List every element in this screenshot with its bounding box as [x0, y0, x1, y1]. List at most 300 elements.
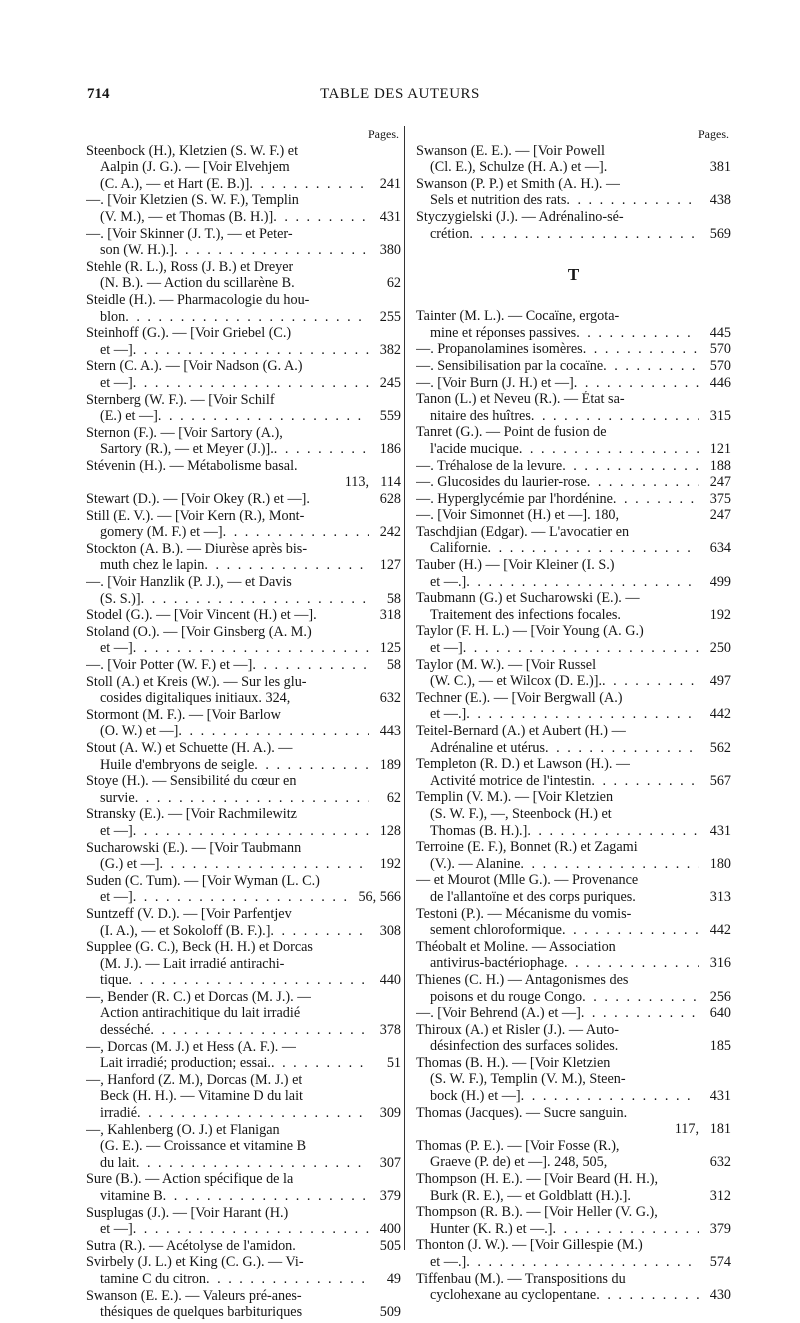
- entry-text: tique: [100, 972, 129, 989]
- page-reference: 62: [386, 789, 401, 806]
- page-reference: 382: [379, 341, 401, 358]
- entry-text: et —]: [100, 889, 133, 906]
- index-entry-line: [416, 989, 731, 1006]
- page-reference: [699, 1105, 731, 1122]
- page-reference: 562: [709, 739, 731, 756]
- entry-text: Stévenin (H.). — Métabolisme basal.: [86, 457, 298, 474]
- index-entry: [86, 292, 401, 325]
- dot-leader: [304, 1254, 369, 1271]
- entry-text: désinfection des surfaces solides.: [430, 1038, 619, 1055]
- entry-text: Sartory (R.), — et Meyer (J.)].: [100, 441, 274, 458]
- index-entry-line: [416, 192, 731, 209]
- dot-leader: [296, 1039, 369, 1056]
- index-entry: [416, 1271, 731, 1304]
- entry-text: Taubmann (G.) et Sucharowski (E.). —: [416, 590, 640, 607]
- index-entry: [416, 557, 731, 590]
- page-reference: [699, 839, 731, 856]
- page-reference: [699, 176, 731, 193]
- index-entry: [416, 723, 731, 756]
- dot-leader: [626, 1271, 699, 1288]
- dot-leader: [627, 1105, 699, 1122]
- index-entry-line: [86, 458, 401, 475]
- page-reference: [369, 392, 401, 409]
- dot-leader: [284, 956, 369, 973]
- entry-text: Still (E. V.). — [Voir Kern (R.), Mont-: [86, 507, 305, 524]
- dot-leader: [133, 342, 369, 359]
- entry-text: irradié: [100, 1105, 138, 1122]
- page-reference: [699, 524, 731, 541]
- dot-leader: [137, 1105, 369, 1122]
- entry-text: Stormont (M. F.). — [Voir Barlow: [86, 706, 281, 723]
- page-reference: 309: [379, 1105, 401, 1122]
- index-entry: [416, 1204, 731, 1237]
- index-entry-line: [416, 143, 731, 160]
- dot-leader: [298, 143, 369, 160]
- entry-text: Susplugas (J.). — [Voir Harant (H.): [86, 1204, 289, 1221]
- index-entry-line: [416, 723, 731, 740]
- page-reference: 188: [709, 457, 731, 474]
- entry-text: Thomas (P. E.). — [Voir Fosse (R.),: [416, 1137, 620, 1154]
- right-column: [416, 126, 731, 1304]
- dot-leader: [223, 524, 369, 541]
- dot-leader: [613, 491, 699, 508]
- index-entry-line: [416, 740, 731, 757]
- page-reference: [369, 740, 401, 757]
- dot-leader: [307, 541, 369, 558]
- index-entry-line: [416, 706, 731, 723]
- entry-text: Stodel (G.). — [Voir Vincent (H.) et —].: [86, 607, 317, 624]
- page-reference: 430: [709, 1287, 731, 1304]
- entry-text: Suden (C. Tum). — [Voir Wyman (L. C.): [86, 872, 320, 889]
- index-entry-line: [416, 391, 731, 408]
- entry-text: Action antirachitique du lait irradié: [100, 1005, 301, 1022]
- dot-leader: [574, 375, 699, 392]
- index-entry-line: [86, 226, 401, 243]
- entry-text: blon: [100, 308, 126, 325]
- dot-leader: [292, 574, 369, 591]
- entry-text: Thomas (B. H.).]: [430, 822, 528, 839]
- pages-label-right: Pages.: [698, 127, 729, 141]
- index-entry-line: [416, 1138, 731, 1155]
- page-reference: 570: [709, 357, 731, 374]
- page-reference: 58: [386, 590, 401, 607]
- entry-text: (S. W. F.), —, Steenbock (H.) et: [430, 805, 612, 822]
- page-reference: [699, 756, 731, 773]
- index-entry-line: [86, 607, 401, 624]
- entry-text: Stout (A. W.) et Schuette (H. A.). —: [86, 739, 293, 756]
- index-entry: [416, 176, 731, 209]
- page-reference: [699, 209, 731, 226]
- page-reference: 192: [379, 856, 401, 873]
- dot-leader: [302, 1304, 369, 1321]
- page-reference: 505: [379, 1237, 401, 1254]
- index-entry: [86, 1288, 401, 1321]
- page-reference: 442: [709, 922, 731, 939]
- entry-text: Beck (H. H.). — Vitamine D du lait: [100, 1088, 303, 1105]
- page-reference: [369, 1088, 401, 1105]
- dot-leader: [613, 789, 699, 806]
- index-entry: [416, 308, 731, 391]
- page-reference: 255: [379, 308, 401, 325]
- entry-text: Hunter (K. R.) et —.]: [430, 1220, 553, 1237]
- index-entry-line: [416, 341, 731, 358]
- index-entry-line: [86, 508, 401, 525]
- index-entry-line: [86, 740, 401, 757]
- index-entry-line: [416, 1188, 731, 1205]
- dot-leader: [303, 1088, 369, 1105]
- page-reference: [699, 1237, 731, 1254]
- index-entry: [416, 1237, 731, 1270]
- dot-leader: [624, 209, 699, 226]
- page-reference: 256: [709, 988, 731, 1005]
- index-entry-line: [416, 839, 731, 856]
- running-title: TABLE DES AUTEURS: [320, 86, 480, 102]
- dot-leader: [296, 1238, 369, 1255]
- dot-leader: [204, 557, 369, 574]
- dot-leader: [466, 1254, 699, 1271]
- entry-text: Templeton (R. D.) et Lawson (H.). —: [416, 756, 631, 773]
- index-entry-line: [416, 507, 731, 524]
- index-entry-line: [416, 441, 731, 458]
- dot-leader: [274, 441, 369, 458]
- dot-leader: [519, 441, 699, 458]
- entry-text: (G.) et —]: [100, 856, 160, 873]
- index-entry-line: [86, 707, 401, 724]
- entry-text: —, Dorcas (M. J.) et Hess (A. F.). —: [86, 1038, 297, 1055]
- index-entry-line: [86, 972, 401, 989]
- index-entry: [86, 325, 401, 358]
- index-entry: [416, 939, 731, 972]
- dot-leader: [638, 872, 699, 889]
- index-entry-line: [86, 259, 401, 276]
- column-divider: [404, 126, 405, 1250]
- index-entry-line: [416, 308, 731, 325]
- index-entry-line: [86, 159, 401, 176]
- entry-text: —. [Voir Hanzlik (P. J.), — et Davis: [86, 574, 292, 591]
- entry-text: (C. A.), — et Hart (E. B.)]: [100, 175, 250, 192]
- index-entry-line: [86, 757, 401, 774]
- index-entry: [86, 674, 401, 707]
- index-entry: [86, 873, 401, 906]
- index-entry-line: [416, 1154, 731, 1171]
- entry-text: Burk (R. E.), — et Goldblatt (H.).].: [430, 1187, 631, 1204]
- entry-text: Sternon (F.). — [Voir Sartory (A.),: [86, 424, 283, 441]
- dot-leader: [302, 1288, 369, 1305]
- index-entry-line: [86, 1055, 401, 1072]
- page-reference: [699, 1138, 731, 1155]
- dot-leader: [521, 1088, 699, 1105]
- author-index-list-right-t: [416, 308, 731, 1304]
- index-entry: [86, 939, 401, 1171]
- index-entry-line: [86, 591, 401, 608]
- entry-text: Swanson (P. P.) et Smith (A. H.). —: [416, 175, 621, 192]
- dot-leader: [291, 325, 369, 342]
- index-entry-line: [416, 823, 731, 840]
- page-reference: [699, 939, 731, 956]
- entry-text: Huile d'embryons de seigle: [100, 756, 255, 773]
- index-entry-line: [416, 1038, 731, 1055]
- page-reference: [369, 989, 401, 1006]
- index-entry-line: [416, 607, 731, 624]
- index-entry-line: [86, 1254, 401, 1271]
- entry-text: (W. C.), — et Wilcox (D. E.)].: [430, 673, 603, 690]
- entry-text: —, Bender (R. C.) et Dorcas (M. J.). —: [86, 988, 312, 1005]
- index-entry: [86, 740, 401, 773]
- entry-text: Stern (C. A.). — [Voir Nadson (G. A.): [86, 358, 303, 375]
- index-entry: [416, 623, 731, 656]
- entry-text: Terroine (E. F.), Bonnet (R.) et Zagami: [416, 839, 638, 856]
- dot-leader: [640, 590, 699, 607]
- page-reference: 400: [379, 1221, 401, 1238]
- page-reference: 307: [379, 1154, 401, 1171]
- entry-text: —. [Voir Simonnet (H.) et —]. 180,: [416, 507, 620, 524]
- dot-leader: [607, 424, 700, 441]
- entry-text: Steinhoff (G.). — [Voir Griebel (C.): [86, 325, 292, 342]
- page-reference: [369, 806, 401, 823]
- page-reference: [369, 624, 401, 641]
- entry-text: Testoni (P.). — Mécanisme du vomis-: [416, 905, 632, 922]
- dot-leader: [135, 790, 369, 807]
- pages-label-left: Pages.: [368, 127, 399, 141]
- index-entry-line: [86, 889, 401, 906]
- page-reference: [369, 1122, 401, 1139]
- index-entry-line: [416, 1171, 731, 1188]
- index-entry-line: [86, 275, 401, 292]
- index-entry-line: [86, 524, 401, 541]
- dot-leader: [619, 507, 699, 524]
- page-reference: 567: [709, 772, 731, 789]
- entry-text: —. Tréhalose de la levure: [416, 457, 563, 474]
- index-entry-line: [416, 1105, 731, 1122]
- page-reference: 247: [709, 507, 731, 524]
- index-entry: [86, 624, 401, 674]
- entry-text: —. [Voir Skinner (J. T.), — et Peter-: [86, 225, 293, 242]
- entry-text: (V. M.), — et Thomas (B. H.)]: [100, 208, 274, 225]
- index-entry-line: [416, 789, 731, 806]
- dot-leader: [160, 856, 370, 873]
- dot-leader: [469, 226, 699, 243]
- page-reference: 318: [379, 607, 401, 624]
- page-reference: [369, 873, 401, 890]
- index-entry-line: [416, 1237, 731, 1254]
- entry-text: et —]: [100, 640, 133, 657]
- index-entry-line: [416, 540, 731, 557]
- page-reference: [369, 1039, 401, 1056]
- dot-leader: [520, 856, 699, 873]
- index-entry-line: [416, 375, 731, 392]
- index-entry-line: [86, 309, 401, 326]
- entry-text: et —]: [100, 341, 133, 358]
- dot-leader: [576, 325, 699, 342]
- dot-leader: [607, 159, 699, 176]
- page-reference: [369, 1254, 401, 1271]
- dot-leader: [297, 806, 369, 823]
- index-entry-line: [86, 541, 401, 558]
- dot-leader: [581, 1005, 699, 1022]
- index-entry-line: [416, 408, 731, 425]
- page-reference: [369, 541, 401, 558]
- entry-text: Styczygielski (J.). — Adrénalino-sé-: [416, 208, 624, 225]
- page-reference: 181: [709, 1121, 731, 1138]
- index-entry-line: [86, 640, 401, 657]
- dot-leader: [163, 1188, 369, 1205]
- dot-leader: [158, 408, 369, 425]
- dot-leader: [463, 640, 699, 657]
- index-entry-line: [86, 392, 401, 409]
- index-entry-line: [86, 474, 401, 491]
- index-entry-line: [86, 1122, 401, 1139]
- dot-leader: [136, 1155, 369, 1172]
- entry-text: et —]: [100, 374, 133, 391]
- dot-leader: [141, 591, 369, 608]
- page-reference: 445: [709, 324, 731, 341]
- index-entry: [416, 972, 731, 1022]
- index-entry-line: [416, 325, 731, 342]
- dot-leader: [133, 1221, 369, 1238]
- entry-text: muth chez le lapin: [100, 557, 205, 574]
- index-entry-line: [416, 955, 731, 972]
- entry-text: Lait irradié; production; essai.: [100, 1055, 271, 1072]
- entry-text: —. Sensibilisation par la cocaïne: [416, 357, 604, 374]
- page-reference: 58: [386, 657, 401, 673]
- dot-leader: [310, 491, 369, 508]
- dot-leader: [629, 524, 699, 541]
- index-entry-line: [86, 1188, 401, 1205]
- dot-leader: [125, 309, 369, 326]
- index-entry-line: [416, 773, 731, 790]
- dot-leader: [631, 1188, 699, 1205]
- index-entry-line: [86, 657, 401, 674]
- entry-text: et —]: [100, 822, 133, 839]
- entry-text: —. [Voir Kletzien (S. W. F.), Templin: [86, 192, 299, 209]
- index-entry-line: [86, 1288, 401, 1305]
- index-entry-line: [86, 192, 401, 209]
- index-entry: [416, 524, 731, 557]
- entry-text: —. Hyperglycémie par l'hordénine: [416, 490, 613, 507]
- index-entry-line: [86, 176, 401, 193]
- dot-leader: [293, 1171, 369, 1188]
- index-entry: [416, 391, 731, 424]
- entry-text: et —]: [100, 1221, 133, 1238]
- dot-leader: [631, 906, 699, 923]
- index-entry-line: [416, 806, 731, 823]
- page-reference: [369, 1138, 401, 1155]
- index-entry-line: [86, 989, 401, 1006]
- entry-text: desséché: [100, 1022, 151, 1039]
- index-entry: [86, 1205, 401, 1238]
- entry-text: (V.). — Alanine: [430, 855, 521, 872]
- index-entry: [86, 906, 401, 939]
- index-entry-line: [416, 1005, 731, 1022]
- dot-leader: [621, 607, 699, 624]
- dot-leader: [293, 740, 370, 757]
- page-reference: [369, 956, 401, 973]
- page-reference: 443: [379, 723, 401, 740]
- dot-leader: [564, 955, 699, 972]
- entry-text: Traitement des infections focales.: [430, 606, 621, 623]
- entry-text: gomery (M. F.) et —]: [100, 524, 223, 541]
- entry-text: Thompson (R. B.). — [Voir Heller (V. G.),: [416, 1204, 658, 1221]
- index-entry: [416, 1138, 731, 1171]
- dot-leader: [566, 192, 699, 209]
- dot-leader: [296, 773, 369, 790]
- entry-text: Taylor (F. H. L.) — [Voir Young (A. G.): [416, 623, 644, 640]
- entry-text: Stewart (D.). — [Voir Okey (R.) et —].: [86, 491, 310, 508]
- entry-text: Steidle (H.). — Pharmacologie du hou-: [86, 291, 310, 308]
- dot-leader: [620, 176, 699, 193]
- dot-leader: [623, 690, 700, 707]
- page-reference: 185: [709, 1038, 731, 1055]
- entry-text: du lait: [100, 1154, 136, 1171]
- entry-text: Thonton (J. W.). — [Voir Gillespie (M.): [416, 1237, 643, 1254]
- page-reference: [699, 1204, 731, 1221]
- index-entry-line: [416, 474, 731, 491]
- page-reference: 431: [379, 208, 401, 225]
- page-reference: [699, 1071, 731, 1088]
- entry-text: —, Hanford (Z. M.), Dorcas (M. J.) et: [86, 1071, 303, 1088]
- entry-text: Activité motrice de l'intestin: [430, 772, 592, 789]
- dot-leader: [636, 889, 699, 906]
- page-reference: [369, 226, 401, 243]
- entry-text: Sucharowski (E.). — [Voir Taubmann: [86, 839, 302, 856]
- dot-leader: [312, 624, 369, 641]
- entry-text: Steenbock (H.), Kletzien (S. W. F.) et: [86, 142, 299, 159]
- page-reference: [369, 292, 401, 309]
- index-entry: [416, 906, 731, 939]
- page-reference: 632: [379, 690, 401, 707]
- index-entry: [86, 425, 401, 458]
- index-entry-line: [86, 1022, 401, 1039]
- page-reference: [699, 789, 731, 806]
- dot-leader: [582, 989, 699, 1006]
- dot-leader: [591, 773, 699, 790]
- entry-text: Adrénaline et utérus: [430, 739, 546, 756]
- index-entry-line: [86, 1238, 401, 1255]
- page-number: 714: [87, 86, 110, 102]
- dot-leader: [603, 358, 699, 375]
- entry-text: Thompson (H. E.). — [Voir Beard (H. H.),: [416, 1171, 659, 1188]
- index-entry-line: [86, 1171, 401, 1188]
- page-reference: 114: [380, 474, 401, 491]
- page-reference: [369, 674, 401, 691]
- page-reference: [699, 972, 731, 989]
- dot-leader: [625, 391, 699, 408]
- entry-text: Thiroux (A.) et Risler (J.). — Auto-: [416, 1021, 619, 1038]
- dot-leader: [612, 806, 699, 823]
- entry-text: cosides digitaliques initiaux. 324,: [100, 690, 291, 707]
- dot-leader: [252, 657, 369, 674]
- entry-text: (N. B.). — Action du scillarène B.: [100, 275, 295, 292]
- entry-text: Tanon (L.) et Neveu (R.). — État sa-: [416, 391, 625, 408]
- page-reference: 509: [379, 1304, 401, 1321]
- entry-text: Supplee (G. C.), Beck (H. H.) et Dorcas: [86, 939, 313, 956]
- dot-leader: [626, 1071, 699, 1088]
- page-reference: [699, 308, 731, 325]
- index-entry-line: [86, 956, 401, 973]
- page-reference: 128: [379, 822, 401, 839]
- page-reference: [699, 623, 731, 640]
- entry-text: son (W. H.).]: [100, 242, 174, 259]
- index-entry-line: [416, 673, 731, 690]
- entry-text: (I. A.), — et Sokoloff (B. F.).]: [100, 922, 271, 939]
- entry-text: —, Kahlenberg (O. J.) et Flanigan: [86, 1121, 280, 1138]
- page-reference: [699, 1055, 731, 1072]
- entry-text: et —]: [430, 640, 463, 657]
- page-reference: [369, 143, 401, 160]
- dot-leader: [616, 939, 699, 956]
- page-reference: 250: [709, 640, 731, 657]
- entry-text: sement chloroformique: [430, 922, 562, 939]
